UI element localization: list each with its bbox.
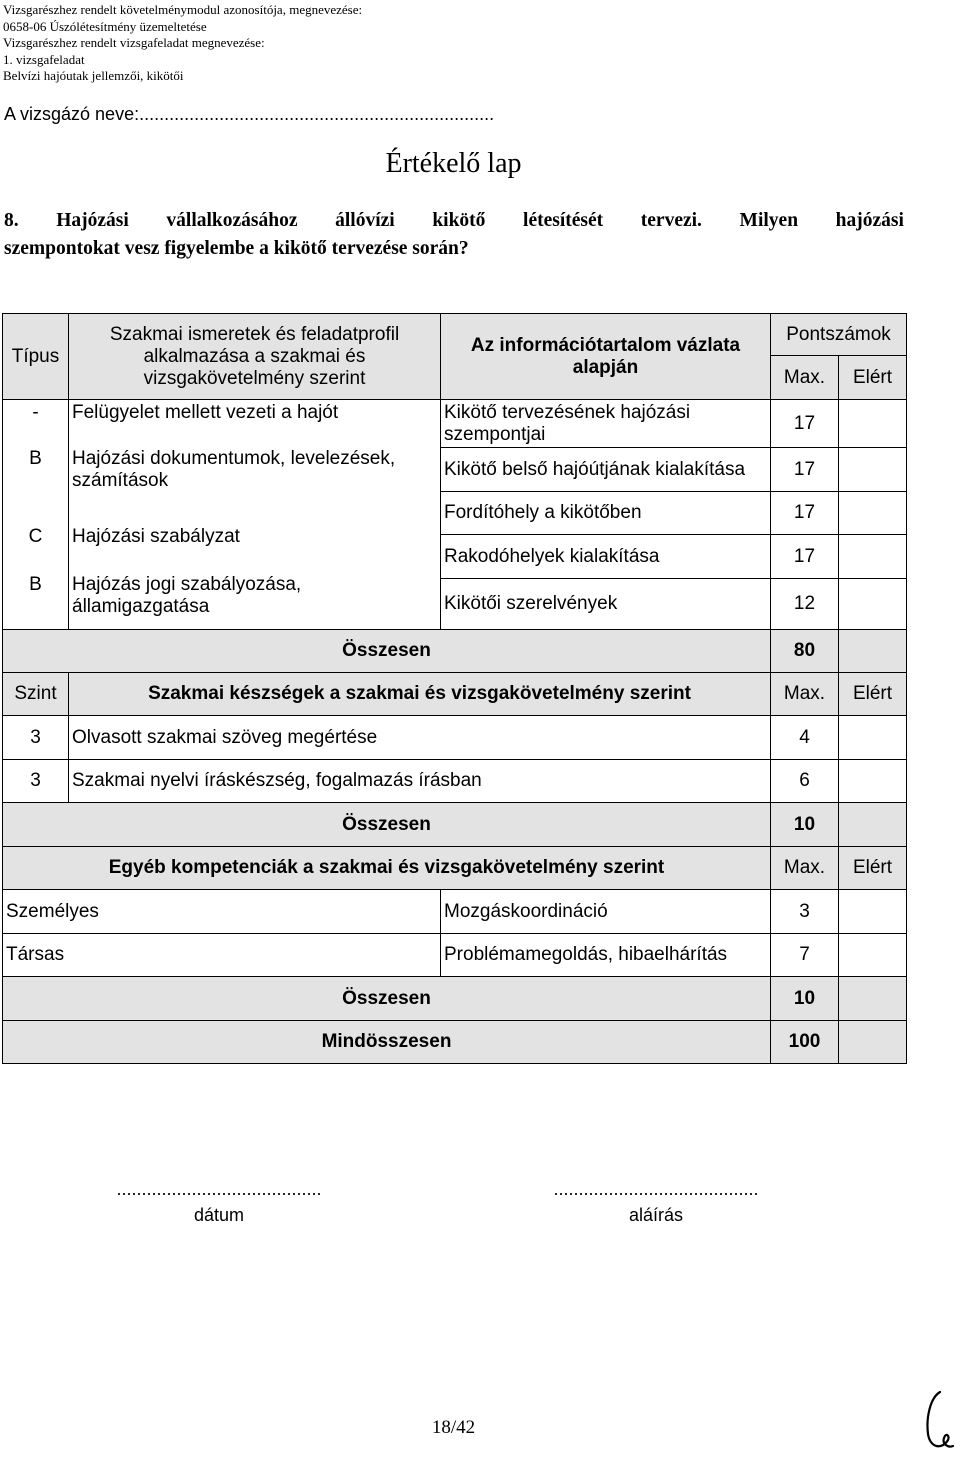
info-achieved[interactable]	[839, 400, 907, 448]
total-max: 10	[771, 977, 839, 1021]
info-achieved[interactable]	[839, 579, 907, 630]
grand-total-max: 100	[771, 1021, 839, 1064]
competency-achieved[interactable]	[839, 934, 907, 977]
evaluation-table	[2, 313, 907, 1064]
task-word: tervezi.	[640, 210, 702, 231]
info-max: 17	[771, 492, 839, 535]
column-header-achieved: Elért	[839, 356, 907, 400]
info-item: Fordítóhely a kikötőben	[441, 492, 771, 535]
total-achieved[interactable]	[839, 630, 907, 673]
skill-item: Olvasott szakmai szöveg megértése	[69, 716, 771, 760]
task-word: létesítését	[523, 210, 604, 231]
skill-achieved[interactable]	[839, 760, 907, 803]
type-column	[3, 400, 69, 630]
profile-item: Hajózási dokumentumok, levelezések, számítások	[72, 448, 396, 491]
info-max: 17	[771, 400, 839, 448]
header-line: 1. vizsgafeladat	[3, 51, 85, 67]
handwritten-mark-icon	[920, 1388, 956, 1454]
grand-total-label: Mindösszesen	[3, 1021, 771, 1064]
skills-header: Szakmai készségek a szakmai és vizsgakövetelmény szerint	[69, 673, 771, 716]
task-word: vállalkozásához	[166, 210, 298, 231]
page-number: 18/42	[431, 1417, 476, 1438]
type-value: -	[32, 402, 39, 423]
column-header-max: Max.	[771, 673, 839, 716]
column-header-achieved: Elért	[839, 847, 907, 890]
info-max: 12	[771, 579, 839, 630]
candidate-name-field: A vizsgázó neve:.......................................................................	[4, 104, 495, 124]
type-value: B	[29, 448, 42, 469]
header-line: Belvízi hajóutak jellemzői, kikötői	[3, 68, 184, 83]
column-header-profile: Szakmai ismeretek és feladatprofil alkalmazása a szakmai és vizsgakövetelmény szerint	[69, 314, 441, 400]
competency-max: 7	[771, 934, 839, 977]
page-title: Értékelő lap	[385, 148, 522, 179]
other-competencies-header: Egyéb kompetenciák a szakmai és vizsgakövetelmény szerint	[3, 847, 771, 890]
task-word: hajózási	[835, 210, 904, 231]
header-line: Vizsgarészhez rendelt vizsgafeladat megnevezése:	[3, 35, 265, 50]
date-field	[88, 1176, 350, 1228]
header-line: 0658-06 Úszólétesítmény üzemeltetése	[3, 18, 207, 34]
column-header-max: Max.	[771, 356, 839, 400]
column-header-level: Szint	[3, 673, 69, 716]
date-dots: .........................................	[116, 1179, 322, 1199]
document-header	[3, 2, 362, 85]
competency-type: Személyes	[3, 890, 441, 934]
total-achieved[interactable]	[839, 803, 907, 847]
task-line-1	[4, 207, 904, 235]
column-header-type: Típus	[3, 314, 69, 400]
info-item: Rakodóhelyek kialakítása	[441, 535, 771, 579]
column-header-achieved: Elért	[839, 673, 907, 716]
info-item: Kikötő belső hajóútjának kialakítása	[441, 448, 771, 492]
task-question	[4, 207, 904, 263]
date-label: dátum	[193, 1205, 245, 1225]
info-item: Kikötői szerelvények	[441, 579, 771, 630]
skill-item: Szakmai nyelvi íráskészség, fogalmazás írásban	[69, 760, 771, 803]
skill-achieved[interactable]	[839, 716, 907, 760]
signature-label: aláírás	[628, 1205, 684, 1225]
task-line-2: szempontokat vesz figyelembe a kikötő tervezése során?	[4, 238, 469, 259]
skill-max: 6	[771, 760, 839, 803]
info-item: Kikötő tervezésének hajózási szempontjai	[441, 400, 771, 448]
info-achieved[interactable]	[839, 448, 907, 492]
column-header-info: Az információtartalom vázlata alapján	[441, 314, 771, 400]
skill-level: 3	[3, 760, 69, 803]
profile-item: Felügyelet mellett vezeti a hajót	[72, 402, 339, 423]
profile-item: Hajózás jogi szabályozása, államigazgatása	[72, 574, 302, 617]
signature-dots: .........................................	[553, 1179, 759, 1199]
task-word: 8.	[4, 210, 19, 231]
competency-item: Mozgáskoordináció	[441, 890, 771, 934]
competency-max: 3	[771, 890, 839, 934]
total-label: Összesen	[3, 630, 771, 673]
signature-field	[525, 1176, 787, 1228]
total-label: Összesen	[3, 977, 771, 1021]
task-word: Hajózási	[56, 210, 129, 231]
column-header-points: Pontszámok	[771, 314, 907, 356]
info-max: 17	[771, 448, 839, 492]
info-achieved[interactable]	[839, 492, 907, 535]
task-word: állóvízi	[335, 210, 395, 231]
header-line: Vizsgarészhez rendelt követelménymodul azonosítója, megnevezése:	[3, 2, 363, 17]
type-value: C	[28, 526, 43, 547]
task-word: Milyen	[739, 210, 799, 231]
total-max: 80	[771, 630, 839, 673]
profile-item: Hajózási szabályzat	[72, 526, 240, 547]
info-max: 17	[771, 535, 839, 579]
total-label: Összesen	[3, 803, 771, 847]
column-header-max: Max.	[771, 847, 839, 890]
competency-type: Társas	[3, 934, 441, 977]
total-achieved[interactable]	[839, 977, 907, 1021]
competency-achieved[interactable]	[839, 890, 907, 934]
task-word: kikötő	[432, 210, 486, 231]
type-value: B	[29, 574, 42, 595]
profile-column	[69, 400, 441, 630]
grand-total-achieved[interactable]	[839, 1021, 907, 1064]
skill-max: 4	[771, 716, 839, 760]
competency-item: Problémamegoldás, hibaelhárítás	[441, 934, 771, 977]
total-max: 10	[771, 803, 839, 847]
info-achieved[interactable]	[839, 535, 907, 579]
skill-level: 3	[3, 716, 69, 760]
